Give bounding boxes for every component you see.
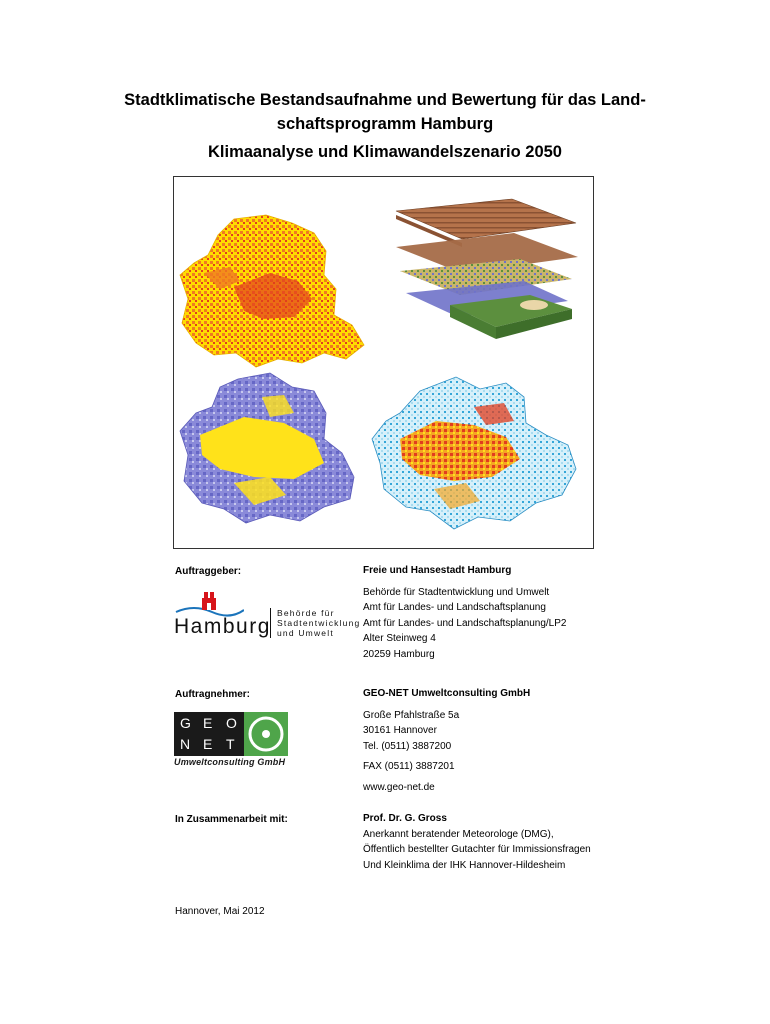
contractor-line: Große Pfahlstraße 5a	[363, 709, 460, 721]
contractor-website-link[interactable]: www.geo-net.de	[363, 781, 435, 793]
geo-net-letter-grid: G E O N E T	[174, 712, 244, 756]
client-block	[363, 563, 723, 662]
cooperation-line: Öffentlich bestellter Gutachter für Immissionsfragen	[363, 844, 591, 855]
heat-map-illustration	[180, 215, 364, 367]
contractor-block	[363, 686, 723, 795]
cooperation-line: Und Kleinklima der IHK Hannover-Hildesheim	[363, 859, 566, 871]
contractor-label: Auftragnehmer:	[175, 689, 251, 700]
scenario-map-illustration	[372, 377, 576, 529]
contractor-name: GEO-NET Umweltconsulting GmbH	[363, 688, 531, 699]
client-line: Amt für Landes- und Landschaftsplanung	[363, 602, 546, 613]
geo-net-logo	[174, 712, 290, 768]
client-line: Alter Steinweg 4	[363, 633, 436, 644]
hamburg-wordmark: Hamburg	[174, 615, 271, 638]
cooperation-block	[363, 811, 723, 873]
hamburg-castle-icon	[174, 590, 244, 618]
contractor-line: Tel. (0511) 3887200	[363, 740, 452, 752]
client-line: Behörde für Stadtentwicklung und Umwelt	[363, 586, 550, 598]
client-line: Amt für Landes- und Landschaftsplanung/LP2	[363, 617, 567, 629]
client-name: Freie und Hansestadt Hamburg	[363, 565, 512, 576]
hamburg-logo	[174, 590, 361, 640]
cooperation-line: Anerkannt beratender Meteorologe (DMG),	[363, 828, 554, 840]
place-date: Hannover, Mai 2012	[175, 906, 265, 917]
geo-net-tagline: Umweltconsulting GmbH	[174, 757, 286, 767]
cover-figure	[173, 176, 594, 549]
client-line: 20259 Hamburg	[363, 648, 435, 660]
title-line-2: schaftsprogramm Hamburg	[276, 115, 494, 133]
layered-terrain-illustration	[396, 199, 578, 339]
subtitle: Klimaanalyse und Klimawandelszenario 2050	[208, 143, 562, 161]
contractor-fax: FAX (0511) 3887201	[363, 761, 455, 772]
ventilation-map-illustration	[180, 373, 354, 523]
hamburg-department: Behörde für Stadtentwicklung und Umwelt	[270, 608, 360, 638]
geo-net-globe-icon	[244, 712, 288, 756]
title-line-1: Stadtklimatische Bestandsaufnahme und Bewertung für das Land-	[124, 91, 646, 109]
cooperation-label: In Zusammenarbeit mit:	[175, 814, 288, 825]
contractor-line: 30161 Hannover	[363, 725, 437, 736]
cooperation-name: Prof. Dr. G. Gross	[363, 813, 447, 824]
client-label: Auftraggeber:	[175, 566, 242, 577]
